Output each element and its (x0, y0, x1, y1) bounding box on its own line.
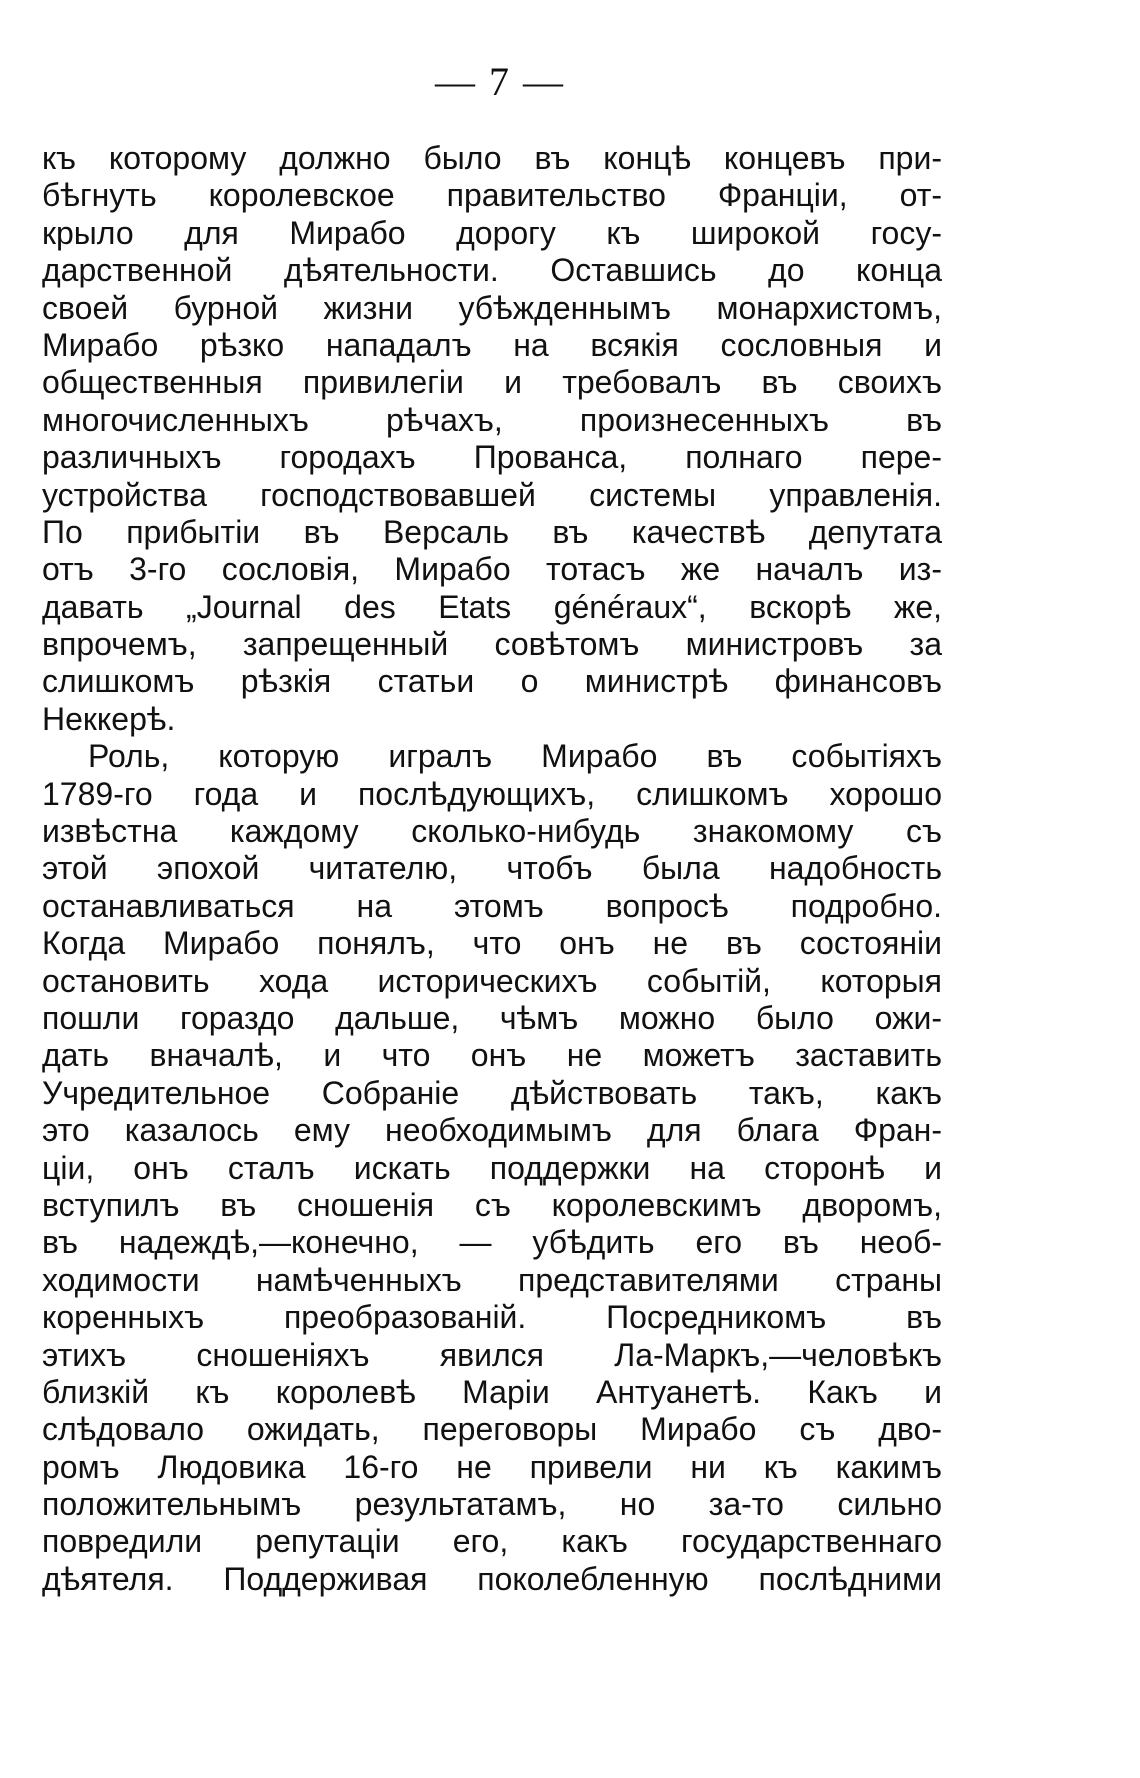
text-line: своей бурной жизни убѣжденнымъ монархистомъ, (42, 289, 942, 326)
text-line: это казалось ему необходимымъ для блага Фран- (42, 1112, 942, 1149)
text-line: остановить хода историческихъ событій, которыя (42, 962, 942, 999)
text-line: вступилъ въ сношенія съ королевскимъ дворомъ, (42, 1186, 942, 1223)
text-line: въ надеждѣ,—конечно, — убѣдить его въ необ- (42, 1224, 942, 1261)
text-line: дѣятеля. Поддерживая поколебленную послѣдними (42, 1560, 942, 1597)
text-line: Учредительное Собраніе дѣйствовать такъ, какъ (42, 1074, 942, 1111)
text-line: этой эпохой читателю, чтобъ была надобность (42, 850, 942, 887)
text-line: 1789-го года и послѣдующихъ, слишкомъ хорошо (42, 775, 942, 812)
body-text (42, 140, 942, 1598)
text-line: По прибытіи въ Версаль въ качествѣ депутата (42, 513, 942, 550)
text-line: впрочемъ, запрещенный совѣтомъ министровъ за (42, 626, 942, 663)
text-line: Неккерѣ. (42, 700, 176, 737)
text-line: общественныя привилегіи и требовалъ въ своихъ (42, 364, 942, 401)
text-line: пошли гораздо дальше, чѣмъ можно было ожи- (42, 999, 942, 1036)
text-line: коренныхъ преобразованій. Посредникомъ въ (42, 1299, 942, 1336)
text-line: Роль, которую игралъ Мирабо въ событіяхъ (88, 738, 942, 775)
text-line: устройства господствовавшей системы управленія. (42, 476, 942, 513)
text-line: давать „Journal des Etats généraux“, вскорѣ же, (42, 588, 942, 625)
text-line: положительнымъ результатамъ, но за-то сильно (42, 1486, 942, 1523)
text-line: бѣгнуть королевское правительство Франціи, от- (42, 177, 942, 214)
text-line: останавливаться на этомъ вопросѣ подробно. (42, 887, 942, 924)
text-line: повредили репутаціи его, какъ государственнаго (42, 1523, 942, 1560)
text-line: близкій къ королевѣ Маріи Антуанетѣ. Какъ и (42, 1373, 942, 1410)
text-line: дарственной дѣятельности. Оставшись до конца (42, 252, 942, 289)
text-line: слѣдовало ожидать, переговоры Мирабо съ дво- (42, 1411, 942, 1448)
text-line: ромъ Людовика 16-го не привели ни къ какимъ (42, 1448, 942, 1485)
text-line: слишкомъ рѣзкія статьи о министрѣ финансовъ (42, 663, 942, 700)
text-line: извѣстна каждому сколько-нибудь знакомому съ (42, 813, 942, 850)
page-number: — 7 — (435, 59, 565, 104)
text-line: различныхъ городахъ Прованса, полнаго пере- (42, 439, 942, 476)
text-line: Мирабо рѣзко нападалъ на всякія сословныя и (42, 326, 942, 363)
text-line: ціи, онъ сталъ искать поддержки на сторонѣ и (42, 1149, 942, 1186)
text-line: Когда Мирабо понялъ, что онъ не въ состояніи (42, 925, 942, 962)
text-line: многочисленныхъ рѣчахъ, произнесенныхъ въ (42, 401, 942, 438)
text-line: ходимости намѣченныхъ представителями страны (42, 1261, 942, 1298)
text-line: дать вначалѣ, и что онъ не можетъ заставить (42, 1037, 942, 1074)
text-line: къ которому должно было въ концѣ концевъ при- (42, 140, 942, 176)
text-line: отъ 3-го сословія, Мирабо тотасъ же началъ из- (42, 551, 942, 588)
text-line: крыло для Мирабо дорогу къ широкой госу- (42, 214, 942, 251)
text-line: этихъ сношеніяхъ явился Ла-Маркъ,—человѣкъ (42, 1336, 942, 1373)
